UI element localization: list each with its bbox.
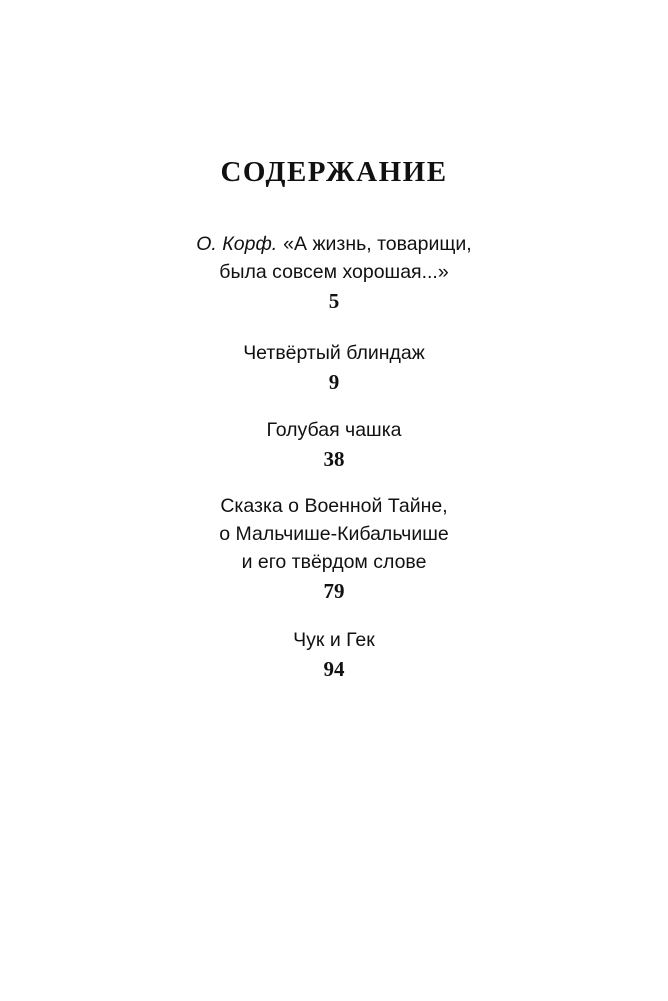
toc-heading: СОДЕРЖАНИЕ bbox=[220, 156, 448, 188]
toc-entry-title-line: была совсем хорошая...» bbox=[219, 261, 449, 283]
toc-entry-page-number: 38 bbox=[323, 447, 345, 471]
toc-entry-title-line: Чук и Гек bbox=[293, 629, 375, 651]
toc-entry-page-number: 94 bbox=[323, 657, 345, 681]
toc-entry bbox=[0, 492, 668, 606]
toc-entry-page-number: 5 bbox=[328, 289, 340, 313]
toc-entry-title-line: Четвёртый блиндаж bbox=[243, 342, 425, 364]
toc-entry-title-line: Сказка о Военной Тайне, bbox=[220, 495, 448, 517]
toc-entry-title-line: и его твёрдом слове bbox=[241, 551, 427, 573]
toc-entry bbox=[0, 339, 668, 397]
toc-entry-title-line bbox=[0, 230, 668, 258]
toc-entry-author: О. Корф. bbox=[196, 233, 278, 255]
toc-entry-title-text: «А жизнь, товарищи, bbox=[283, 233, 472, 255]
toc-entry bbox=[0, 416, 668, 474]
toc-entry bbox=[0, 230, 668, 316]
toc-entry bbox=[0, 626, 668, 684]
toc-entry-page-number: 79 bbox=[323, 579, 345, 603]
toc-entry-page-number: 9 bbox=[328, 370, 340, 394]
toc-entry-title-line: о Мальчише-Кибальчише bbox=[219, 523, 449, 545]
toc-entry-title-line: Голубая чашка bbox=[266, 419, 402, 441]
